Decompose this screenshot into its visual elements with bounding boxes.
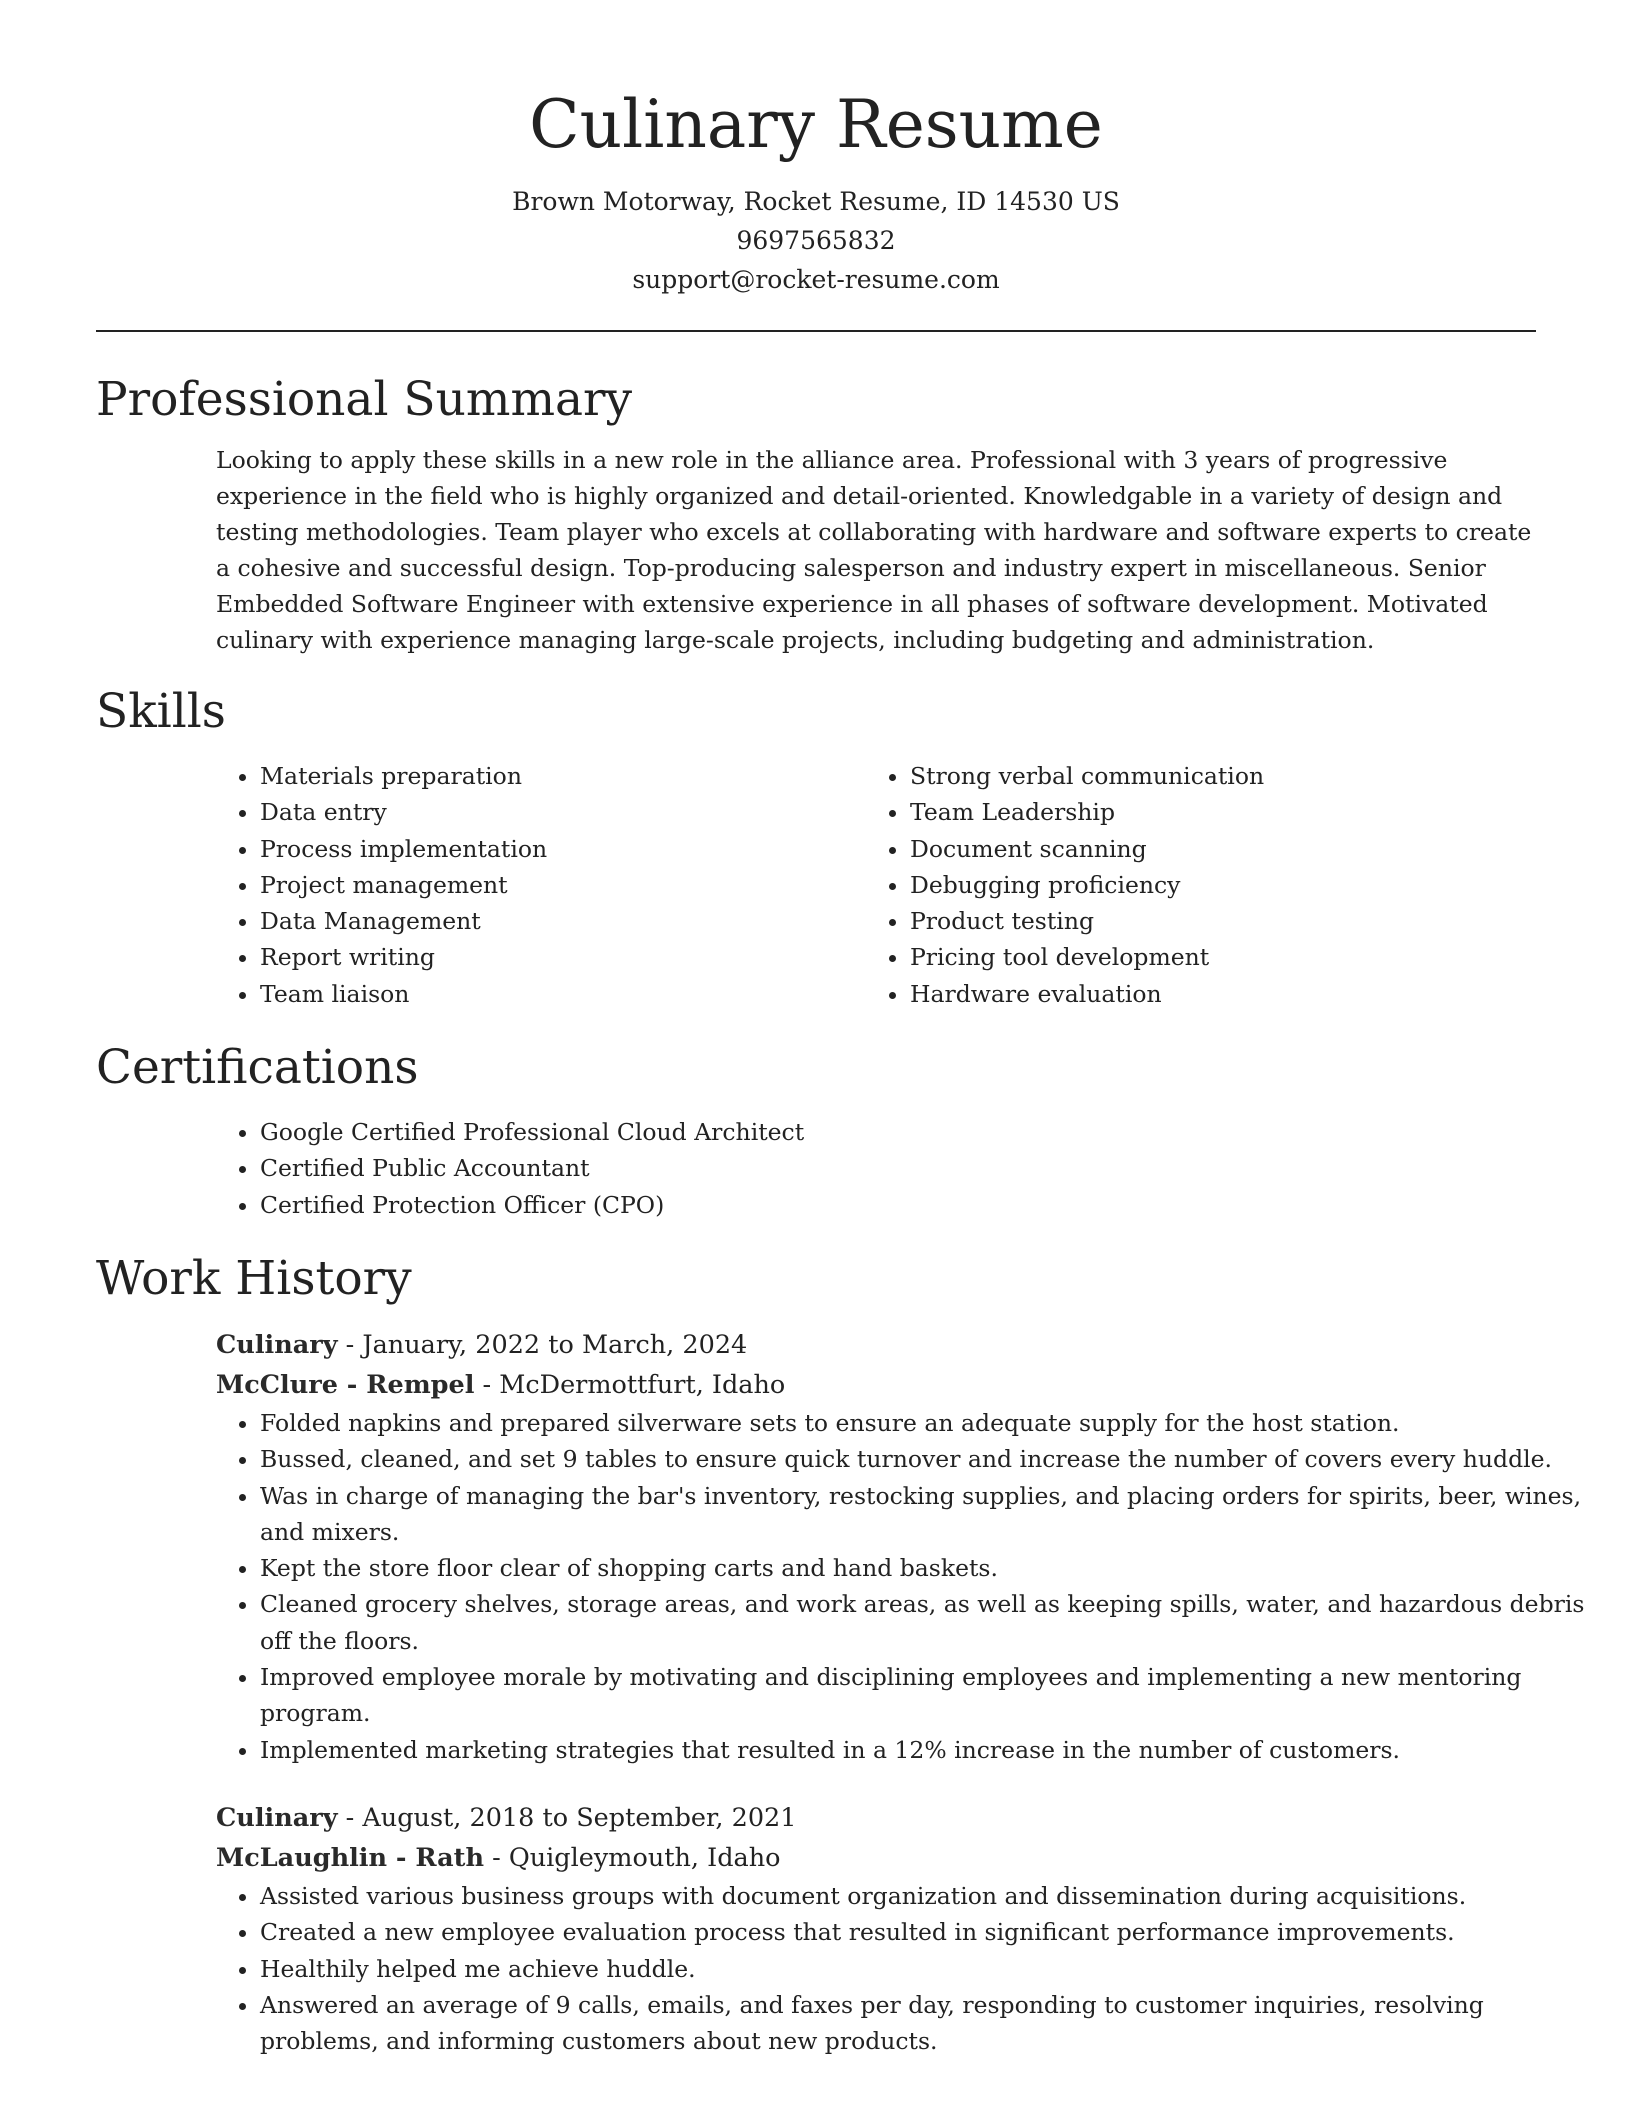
resume-header <box>96 80 1536 299</box>
job-bullets <box>216 1878 1595 2059</box>
certifications-list-wrap <box>216 1114 1536 1223</box>
resume-title: Culinary Resume <box>529 86 1103 163</box>
job-bullet: • Healthily helped me achieve huddle. <box>260 1951 1595 1987</box>
job-bullet: • Folded napkins and prepared silverware sets to ensure an adequate supply for the host station. <box>260 1405 1595 1441</box>
certification-item: • Certified Public Accountant <box>260 1150 1536 1186</box>
job-title: Culinary <box>216 1329 338 1360</box>
job-location: - Quigleymouth, Idaho <box>484 1842 781 1873</box>
job-title-line <box>216 1798 1536 1838</box>
contact-phone: 9697565832 <box>736 226 896 255</box>
summary-text: Looking to apply these skills in a new role in the alliance area. Professional with 3 years of progressive experience in the field who is highly organized and detail-oriented. Knowledgable in a variety of design and testing methodologies. Team player who excels at collaborating with hardware and software experts to create a cohesive and successful design. Top-producing salesperson and industry expert in miscellaneous. Senior Embedded Software Engineer with extensive experience in all phases of software development. Motivated culinary with experience managing large-scale projects, including budgeting and administration. <box>216 446 1532 654</box>
job-company: McLaughlin - Rath <box>216 1842 484 1873</box>
skills-list-right <box>866 758 1516 1012</box>
job-bullet: • Cleaned grocery shelves, storage areas, and work areas, as well as keeping spills, water, and hazardous debris off the floors. <box>260 1586 1595 1659</box>
work-history-heading: Work History <box>96 1250 412 1306</box>
skill-item: • Pricing tool development <box>910 939 1516 975</box>
skills-column-left <box>216 758 866 1012</box>
certifications-heading: Certifications <box>96 1040 419 1096</box>
skill-item: • Product testing <box>910 903 1516 939</box>
skill-item: • Report writing <box>260 939 866 975</box>
job-dates: - January, 2022 to March, 2024 <box>337 1329 748 1360</box>
job-company-line <box>216 1838 1536 1878</box>
job-company-line <box>216 1365 1536 1405</box>
summary-heading: Professional Summary <box>96 372 633 427</box>
skill-item: • Data entry <box>260 794 866 830</box>
certifications-list <box>216 1114 1536 1223</box>
contact-block <box>96 182 1536 299</box>
skills-list-left <box>216 758 866 1012</box>
skills-section <box>96 682 1536 1012</box>
skills-column-right <box>866 758 1516 1012</box>
job-bullets <box>216 1405 1595 1768</box>
header-divider <box>96 330 1536 332</box>
job-bullet: • Kept the store floor clear of shopping carts and hand baskets. <box>260 1550 1595 1586</box>
job-bullet: • Improved employee morale by motivating and disciplining employees and implementing a new mentoring program. <box>260 1659 1595 1732</box>
work-history-section <box>96 1249 1585 2059</box>
skill-item: • Debugging proficiency <box>910 867 1516 903</box>
skills-heading: Skills <box>96 684 226 739</box>
job-dates: - August, 2018 to September, 2021 <box>337 1802 797 1833</box>
skill-item: • Data Management <box>260 903 866 939</box>
skill-item: • Document scanning <box>910 831 1516 867</box>
skills-grid <box>216 758 1536 1012</box>
job-bullet: • Was in charge of managing the bar's inventory, restocking supplies, and placing orders for spirits, beer, wines, and mixers. <box>260 1478 1595 1551</box>
skill-item: • Team Leadership <box>910 794 1516 830</box>
resume-page <box>96 80 1585 2059</box>
job-bullet: • Assisted various business groups with document organization and dissemination during acquisitions. <box>260 1878 1595 1914</box>
certification-item: • Certified Protection Officer (CPO) <box>260 1187 1536 1223</box>
job-title-line <box>216 1325 1536 1365</box>
job-bullet: • Created a new employee evaluation process that resulted in significant performance improvements. <box>260 1914 1595 1950</box>
job-bullet: • Answered an average of 9 calls, emails, and faxes per day, responding to customer inquiries, resolving problems, and informing customers about new products. <box>260 1987 1595 2060</box>
job-bullet: • Bussed, cleaned, and set 9 tables to ensure quick turnover and increase the number of covers every huddle. <box>260 1441 1595 1477</box>
skill-item: • Hardware evaluation <box>910 976 1516 1012</box>
certification-item: • Google Certified Professional Cloud Architect <box>260 1114 1536 1150</box>
skill-item: • Project management <box>260 867 866 903</box>
job-location: - McDermottfurt, Idaho <box>474 1369 786 1400</box>
skill-item: • Team liaison <box>260 976 866 1012</box>
skill-item: • Strong verbal communication <box>910 758 1516 794</box>
summary-section <box>96 370 1536 658</box>
job-title: Culinary <box>216 1802 338 1833</box>
skill-item: • Materials preparation <box>260 758 866 794</box>
job-entry <box>216 1798 1536 2059</box>
contact-email: support@rocket-resume.com <box>632 265 1000 294</box>
skill-item: • Process implementation <box>260 831 866 867</box>
job-entry <box>216 1325 1585 1768</box>
job-bullet: • Implemented marketing strategies that resulted in a 12% increase in the number of customers. <box>260 1732 1595 1768</box>
job-company: McClure - Rempel <box>216 1369 475 1400</box>
certifications-section <box>96 1038 1536 1223</box>
contact-address: Brown Motorway, Rocket Resume, ID 14530 US <box>512 187 1120 216</box>
